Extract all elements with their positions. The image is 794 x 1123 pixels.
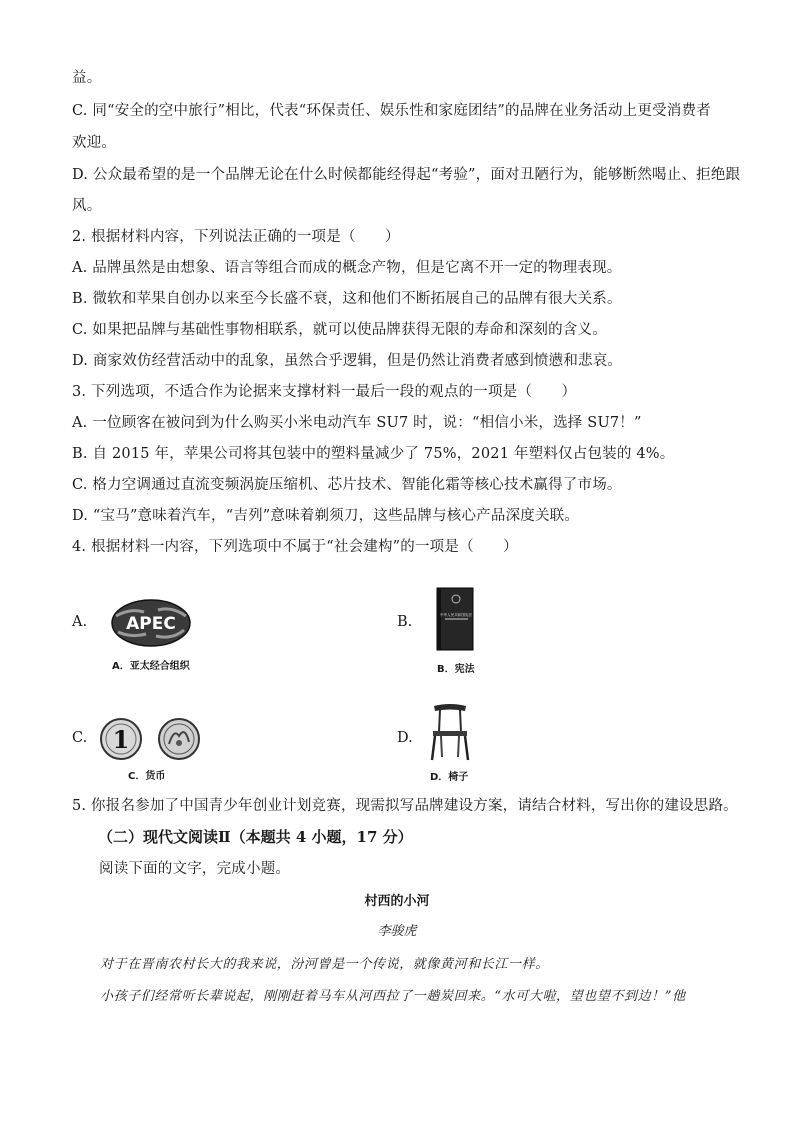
- chair-icon: [428, 702, 472, 762]
- option-a-letter: A.: [72, 614, 88, 630]
- apec-logo-icon: [110, 598, 192, 648]
- option-a-caption: A．亚太经合组织: [112, 661, 190, 672]
- section-heading: （二）现代文阅读Ⅱ（本题共 4 小题，17 分）: [98, 828, 413, 846]
- question-2-option-a: A. 品牌虽然是由想象、语言等组合而成的概念产物，但是它离不开一定的物理表现。: [72, 260, 622, 276]
- line-4: D. 公众最希望的是一个品牌无论在什么时候都能经得起“考验”，面对丑陋行为，能够断然喝止、拒绝跟: [72, 167, 741, 183]
- question-3-option-d: D. “宝马”意味着汽车，“吉列”意味着剃须刀，这些品牌与核心产品深度关联。: [72, 508, 580, 524]
- question-3-option-a: A. 一位顾客在被问到为什么购买小米电动汽车 SU7 时，说：“相信小米，选择 SU7！”: [72, 415, 642, 431]
- question-3-option-c: C. 格力空调通过直流变频涡旋压缩机、芯片技术、智能化霜等核心技术赢得了市场。: [72, 477, 622, 493]
- option-d-caption: D．椅子: [430, 772, 469, 783]
- option-c-caption: C．货币: [128, 771, 166, 782]
- article-author: 李骏虎: [377, 924, 417, 939]
- question-2-option-b: B. 微软和苹果自创办以来至今长盛不衰，这和他们不断拓展自己的品牌有很大关系。: [72, 291, 622, 307]
- coin-icon: [99, 716, 203, 762]
- constitution-book-icon: [436, 587, 474, 651]
- section-instruction: 阅读下面的文字，完成小题。: [99, 861, 291, 877]
- line-5: 风。: [72, 198, 102, 214]
- question-4: 4. 根据材料一内容，下列选项中不属于“社会建构”的一项是（ ）: [72, 539, 518, 555]
- line-1: 益。: [72, 70, 102, 86]
- line-3: 欢迎。: [72, 135, 117, 151]
- apec-logo-text: APEC: [126, 614, 176, 634]
- question-2-option-d: D. 商家效仿经营活动中的乱象，虽然合乎逻辑，但是仍然让消费者感到愤懑和悲哀。: [72, 353, 623, 369]
- question-2: 2. 根据材料内容，下列说法正确的一项是（ ）: [72, 229, 400, 245]
- line-2: C. 同“安全的空中旅行”相比，代表“环保责任、娱乐性和家庭团结”的品牌在业务活动上更受消费者: [72, 103, 711, 119]
- question-3-option-b: B. 自 2015 年，苹果公司将其包装中的塑料量减少了 75%，2021 年塑料仅占包装的 4%。: [72, 446, 675, 462]
- article-title: 村西的小河: [364, 894, 430, 909]
- question-3: 3. 下列选项，不适合作为论据来支撑材料一最后一段的观点的一项是（ ）: [72, 384, 577, 400]
- article-paragraph-2: 小孩子们经常听长辈说起，刚刚赶着马车从河西拉了一趟炭回来。“水可大啦，望也望不到边！”他: [100, 989, 686, 1004]
- coin-number-text: 1: [112, 725, 130, 754]
- option-d-letter: D.: [397, 730, 413, 746]
- question-2-option-c: C. 如果把品牌与基础性事物相联系，就可以使品牌获得无限的寿命和深刻的含义。: [72, 322, 607, 338]
- option-c-letter: C.: [72, 730, 88, 746]
- question-5: 5. 你报名参加了中国青少年创业计划竞赛，现需拟写品牌建设方案，请结合材料，写出你的建设思路。: [72, 798, 738, 814]
- option-b-letter: B.: [397, 614, 413, 630]
- article-paragraph-1: 对于在晋南农村长大的我来说，汾河曾是一个传说，就像黄河和长江一样。: [100, 957, 549, 972]
- option-b-caption: B．宪法: [437, 664, 475, 675]
- book-title-text: 中华人民共和国宪法: [439, 613, 473, 617]
